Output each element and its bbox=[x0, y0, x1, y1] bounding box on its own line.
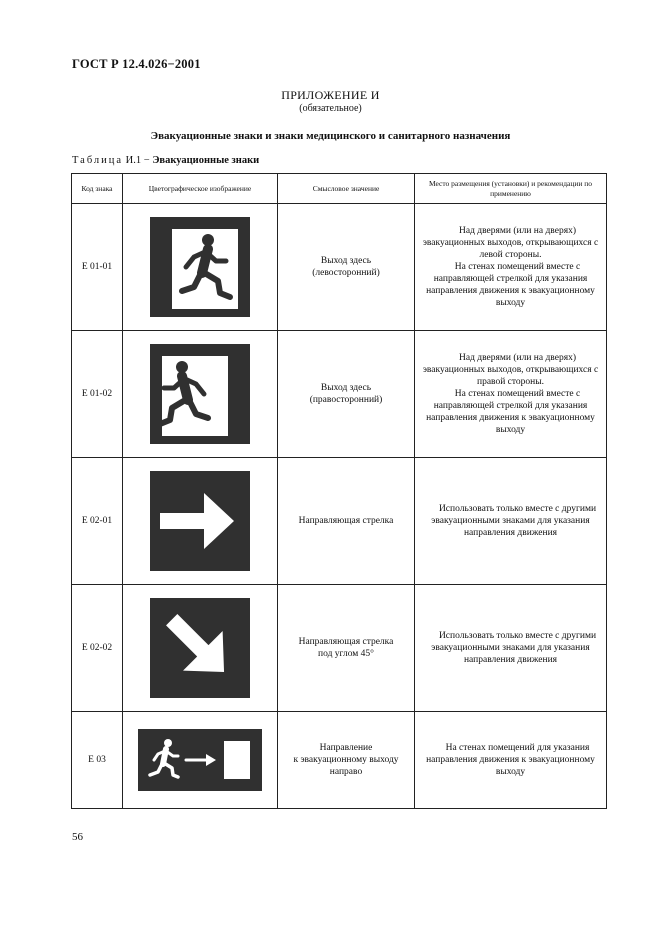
page-number: 56 bbox=[72, 831, 83, 843]
sign-code: E 02-02 bbox=[72, 585, 123, 712]
table-header-row bbox=[72, 174, 607, 204]
appendix-title: ПРИЛОЖЕНИЕ И bbox=[281, 88, 380, 102]
sign-meaning-line: Направление bbox=[319, 743, 373, 753]
placement-paragraph: Над дверями (или на дверях) эвакуационных выходов, открывающихся с левой стороны. bbox=[422, 226, 599, 260]
table-row bbox=[72, 712, 607, 809]
sign-meaning bbox=[278, 204, 415, 331]
sign-meaning-line: (правосторонний) bbox=[309, 395, 383, 405]
document-code: ГОСТ Р 12.4.026−2001 bbox=[72, 57, 201, 71]
sign-code: E 02-01 bbox=[72, 458, 123, 585]
placement-paragraph: На стенах помещений вместе с направляющей стрелкой для указания направления движения к эвакуационному выходу bbox=[426, 389, 595, 435]
table-caption-number: И.1 bbox=[125, 155, 142, 166]
table-row bbox=[72, 204, 607, 331]
placement-paragraph: Над дверями (или на дверях) эвакуационных выходов, открывающихся с правой стороны. bbox=[422, 353, 599, 387]
header-code: Код знака bbox=[72, 174, 123, 204]
appendix-subtitle: (обязательное) bbox=[299, 103, 362, 114]
sign-meaning-line: Выход здесь bbox=[320, 256, 372, 266]
placement-paragraph: Использовать только вместе с другими эвакуационными знаками для указания направления движения bbox=[431, 631, 597, 665]
sign-code: E 01-01 bbox=[72, 204, 123, 331]
sign-meaning bbox=[278, 331, 415, 458]
table-caption-prefix: Таблица bbox=[72, 155, 124, 166]
exit-right-icon bbox=[150, 344, 250, 444]
table-row bbox=[72, 585, 607, 712]
sign-image-cell bbox=[123, 712, 278, 809]
sign-image-cell bbox=[123, 204, 278, 331]
sign-meaning-line: (левосторонний) bbox=[312, 268, 380, 278]
sign-meaning bbox=[278, 712, 415, 809]
section-title: Эвакуационные знаки и знаки медицинского и санитарного назначения bbox=[150, 130, 511, 142]
exit-left-icon bbox=[150, 217, 250, 317]
exit-direction-right-icon bbox=[138, 729, 262, 791]
table-caption-name: Эвакуационные знаки bbox=[152, 155, 260, 166]
sign-meaning-line: Выход здесь bbox=[320, 383, 372, 393]
sign-placement bbox=[415, 331, 607, 458]
table-row bbox=[72, 331, 607, 458]
sign-placement bbox=[415, 458, 607, 585]
placement-paragraph: Использовать только вместе с другими эвакуационными знаками для указания направления движения bbox=[431, 504, 597, 538]
sign-code: E 01-02 bbox=[72, 331, 123, 458]
sign-meaning-line: Направляющая стрелка bbox=[298, 516, 394, 526]
sign-code: E 03 bbox=[72, 712, 123, 809]
sign-image-cell bbox=[123, 331, 278, 458]
table-caption-dash: − bbox=[143, 155, 150, 166]
sign-placement bbox=[415, 585, 607, 712]
sign-meaning-line: Направляющая стрелка bbox=[298, 637, 394, 647]
placement-paragraph: На стенах помещений вместе с направляющей стрелкой для указания направления движения к эвакуационному выходу bbox=[426, 262, 595, 308]
sign-image-cell bbox=[123, 458, 278, 585]
sign-meaning-line: под углом 45° bbox=[318, 649, 374, 659]
evacuation-signs-table bbox=[71, 173, 607, 809]
placement-paragraph: На стенах помещений для указания направления движения к эвакуационному выходу bbox=[426, 743, 595, 777]
sign-image-cell bbox=[123, 585, 278, 712]
table-caption bbox=[72, 155, 259, 166]
arrow-right-icon bbox=[150, 471, 250, 571]
header-placement: Место размещения (установки) и рекомендации по применению bbox=[415, 174, 607, 204]
sign-placement bbox=[415, 204, 607, 331]
sign-meaning bbox=[278, 585, 415, 712]
header-meaning: Смысловое значение bbox=[278, 174, 415, 204]
sign-placement bbox=[415, 712, 607, 809]
sign-meaning-line: к эвакуационному выходу bbox=[293, 755, 399, 765]
arrow-diagonal-icon bbox=[150, 598, 250, 698]
sign-meaning-line: направо bbox=[329, 767, 363, 777]
table-row bbox=[72, 458, 607, 585]
header-image: Цветографическое изображение bbox=[123, 174, 278, 204]
sign-meaning bbox=[278, 458, 415, 585]
